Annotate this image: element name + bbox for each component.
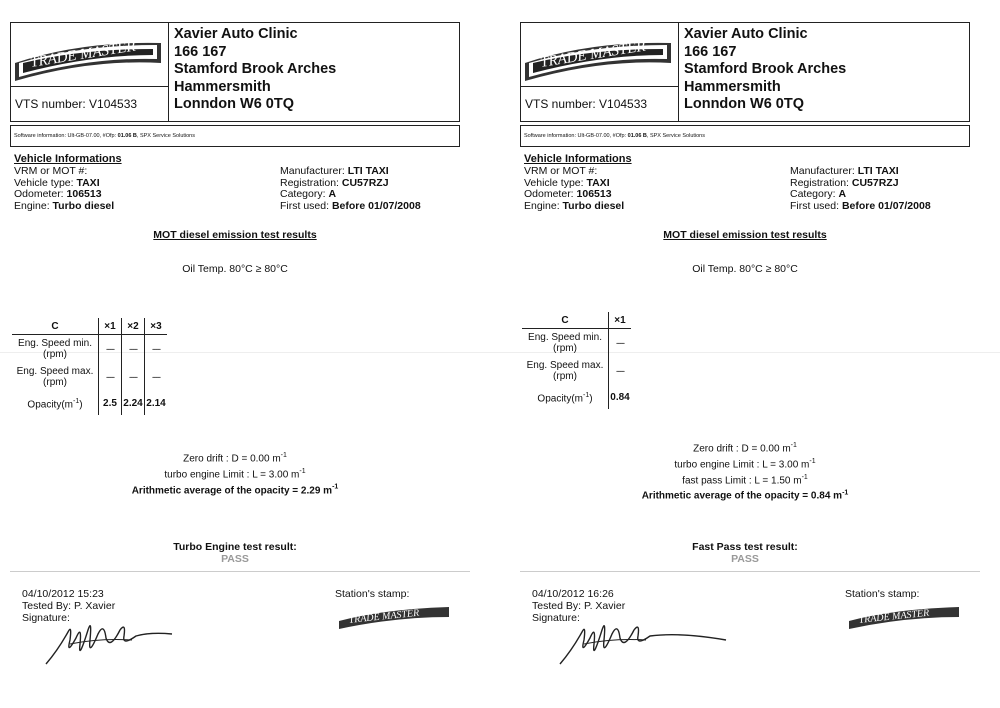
col-header: C [522, 312, 609, 329]
dash: ---- [106, 371, 114, 382]
row-label-opacity [522, 385, 609, 409]
label: First used: [790, 199, 842, 212]
result-title: Fast Pass test result: [692, 541, 798, 553]
label: Opacity(m [537, 393, 583, 405]
test-datetime: 04/10/2012 16:26 [532, 588, 614, 600]
first-used [790, 201, 931, 213]
vehicle-info-left [14, 166, 114, 212]
text: fast pass Limit : L = 1.50 m [682, 474, 802, 486]
signature-scribble [550, 610, 730, 670]
value: Turbo diesel [562, 199, 625, 212]
engine [14, 201, 114, 213]
value: LTI TAXI [347, 165, 389, 177]
label-line: (rpm) [43, 377, 67, 388]
vts-number: VTS number: V104533 [11, 87, 169, 121]
cell [609, 357, 632, 385]
divider [520, 571, 980, 572]
label: ) [79, 399, 83, 411]
signature-label: Signature: [532, 612, 580, 624]
label: First used: [280, 199, 332, 212]
label: Vehicle type: [14, 176, 77, 189]
text: Zero drift : D = 0.00 m [693, 443, 791, 455]
exp: -1 [790, 442, 797, 449]
clinic-name: Xavier Auto Clinic [174, 26, 298, 42]
text: turbo engine Limit : L = 3.00 m [164, 469, 300, 481]
label-line: Eng. Speed min. [528, 332, 602, 343]
software-info [520, 125, 970, 147]
label-line: (rpm) [553, 343, 577, 354]
vehicle-info-right [790, 166, 931, 212]
software-version: 01.06 B [117, 133, 137, 139]
clinic-address [684, 26, 846, 114]
software-vendor: , SPX Service Solutions [646, 133, 705, 139]
row-label-opacity [12, 391, 99, 415]
exp: -1 [582, 391, 590, 399]
label: Category: [280, 188, 329, 200]
cell [609, 329, 632, 358]
address-line: Stamford Brook Arches [174, 61, 337, 77]
label: Registration: [790, 176, 852, 189]
dash: ---- [616, 337, 624, 348]
tested-by: Tested By: P. Xavier [532, 600, 626, 612]
dash: ---- [616, 365, 624, 376]
cell [122, 363, 145, 391]
row-label-speed-min [12, 335, 99, 364]
address-line: Hammersmith [174, 78, 271, 95]
section-title: MOT diesel emission test results [153, 229, 317, 241]
vehicle-info-right [280, 166, 421, 212]
value: TAXI [586, 176, 610, 189]
divider [10, 571, 470, 572]
text: turbo engine Limit : L = 3.00 m [674, 459, 810, 471]
signature-label: Signature: [22, 612, 70, 624]
opacity-average [510, 487, 980, 503]
exp: -1 [809, 457, 816, 465]
label: ) [589, 393, 593, 405]
exp: -1 [332, 483, 339, 491]
svg-text:TRADE MASTER: TRADE MASTER [539, 38, 647, 71]
cell [145, 335, 168, 364]
exp: -1 [801, 473, 808, 481]
value: Turbo diesel [52, 199, 115, 212]
section-title: MOT diesel emission test results [663, 229, 827, 241]
vrm-label: VRM or MOT #: [524, 165, 598, 177]
turbo-limit [510, 456, 980, 472]
station-stamp [845, 601, 965, 631]
report-page-2 [510, 0, 998, 708]
trademaster-logo [11, 23, 165, 83]
cell [145, 363, 168, 391]
emission-results-table [522, 312, 631, 409]
exp: -1 [280, 452, 287, 459]
address-line: Lonndon W6 0TQ [684, 96, 805, 112]
station-stamp [335, 601, 455, 631]
value: A [838, 188, 847, 200]
emission-results-table [12, 318, 167, 415]
opacity-value: 0.84 [609, 385, 632, 409]
run-header: ×1 [99, 318, 122, 335]
value: LTI TAXI [857, 165, 899, 177]
vehicle-info-title: Vehicle Informations [524, 153, 632, 165]
cell [122, 335, 145, 364]
dash: ---- [129, 343, 137, 354]
turbo-limit [0, 466, 470, 482]
vehicle-info-title: Vehicle Informations [14, 153, 122, 165]
header-box [520, 22, 970, 122]
report-page-1 [0, 0, 488, 708]
run-header: ×2 [122, 318, 145, 335]
address-line: Stamford Brook Arches [684, 61, 847, 77]
label-line: Eng. Speed max. [526, 360, 604, 371]
row-label-speed-max [12, 363, 99, 391]
value: Before 01/07/2008 [841, 199, 931, 212]
result-value: PASS [221, 553, 249, 565]
label-line: Eng. Speed max. [16, 366, 94, 377]
dash: ---- [152, 371, 160, 382]
dash: ---- [106, 343, 114, 354]
opacity-average [0, 482, 470, 498]
svg-text:TRADE MASTER: TRADE MASTER [29, 38, 137, 71]
label: Engine: [524, 199, 563, 212]
text: Arithmetic average of the opacity = 0.84 m [641, 490, 843, 502]
trademaster-logo [521, 23, 675, 83]
label: Registration: [280, 176, 342, 189]
software-info [10, 125, 460, 147]
engine [524, 201, 624, 213]
run-header: ×3 [145, 318, 168, 335]
opacity-value: 2.24 [122, 391, 145, 415]
software-text: Software information: Ult-GB-07.00, #Ofp: [14, 133, 118, 139]
logo-cell [521, 23, 679, 87]
exp: -1 [299, 467, 306, 475]
opacity-value: 2.14 [145, 391, 168, 415]
value: 106513 [66, 188, 102, 200]
stamp-label: Station's stamp: [335, 588, 410, 600]
label-line: Eng. Speed min. [18, 338, 92, 349]
software-text: Software information: Ult-GB-07.00, #Ofp: [524, 133, 628, 139]
vehicle-info-left [524, 166, 624, 212]
signature-scribble [40, 610, 180, 670]
label: Manufacturer: [280, 165, 348, 177]
row-label-speed-max [522, 357, 609, 385]
dash: ---- [152, 343, 160, 354]
oil-temp: Oil Temp. 80°C ≥ 80°C [182, 263, 288, 275]
address-line: 166 167 [684, 43, 737, 60]
label: Vehicle type: [524, 176, 587, 189]
result-value: PASS [731, 553, 759, 565]
label: Odometer: [524, 188, 577, 200]
svg-text:TRADE MASTER: TRADE MASTER [348, 607, 420, 626]
address-line: Lonndon W6 0TQ [174, 96, 295, 112]
header-box [10, 22, 460, 122]
zero-drift [0, 450, 470, 466]
label: Manufacturer: [790, 165, 858, 177]
clinic-name: Xavier Auto Clinic [684, 26, 808, 42]
label-line: (rpm) [43, 349, 67, 360]
result-title: Turbo Engine test result: [173, 541, 297, 553]
label: Category: [790, 188, 839, 200]
value: TAXI [76, 176, 100, 189]
value: CU57RZJ [341, 176, 389, 189]
cell [99, 363, 122, 391]
text: Zero drift : D = 0.00 m [183, 453, 281, 465]
label: Odometer: [14, 188, 67, 200]
stamp-label: Station's stamp: [845, 588, 920, 600]
test-datetime: 04/10/2012 15:23 [22, 588, 104, 600]
opacity-value: 2.5 [99, 391, 122, 415]
address-line: Hammersmith [684, 78, 781, 95]
text: Arithmetic average of the opacity = 2.29 m [131, 484, 333, 496]
value: Before 01/07/2008 [331, 199, 421, 212]
value: CU57RZJ [851, 176, 899, 189]
run-header: ×1 [609, 312, 632, 329]
dash: ---- [129, 371, 137, 382]
oil-temp: Oil Temp. 80°C ≥ 80°C [692, 263, 798, 275]
row-label-speed-min [522, 329, 609, 358]
label: Engine: [14, 199, 53, 212]
fast-pass-limit [510, 472, 980, 488]
value: 106513 [576, 188, 612, 200]
first-used [280, 201, 421, 213]
value: A [328, 188, 337, 200]
label: Opacity(m [27, 399, 73, 411]
col-header: C [12, 318, 99, 335]
label-line: (rpm) [553, 371, 577, 382]
software-version: 01.06 B [627, 133, 647, 139]
calc-block [510, 440, 980, 503]
vts-number: VTS number: V104533 [521, 87, 679, 121]
exp: -1 [72, 397, 80, 405]
clinic-address [174, 26, 336, 114]
cell [99, 335, 122, 364]
vrm-label: VRM or MOT #: [14, 165, 88, 177]
calc-block [0, 450, 470, 497]
software-vendor: , SPX Service Solutions [136, 133, 195, 139]
address-line: 166 167 [174, 43, 227, 60]
tested-by: Tested By: P. Xavier [22, 600, 116, 612]
logo-cell [11, 23, 169, 87]
zero-drift [510, 440, 980, 456]
svg-text:TRADE MASTER: TRADE MASTER [858, 607, 930, 626]
exp: -1 [842, 489, 849, 497]
